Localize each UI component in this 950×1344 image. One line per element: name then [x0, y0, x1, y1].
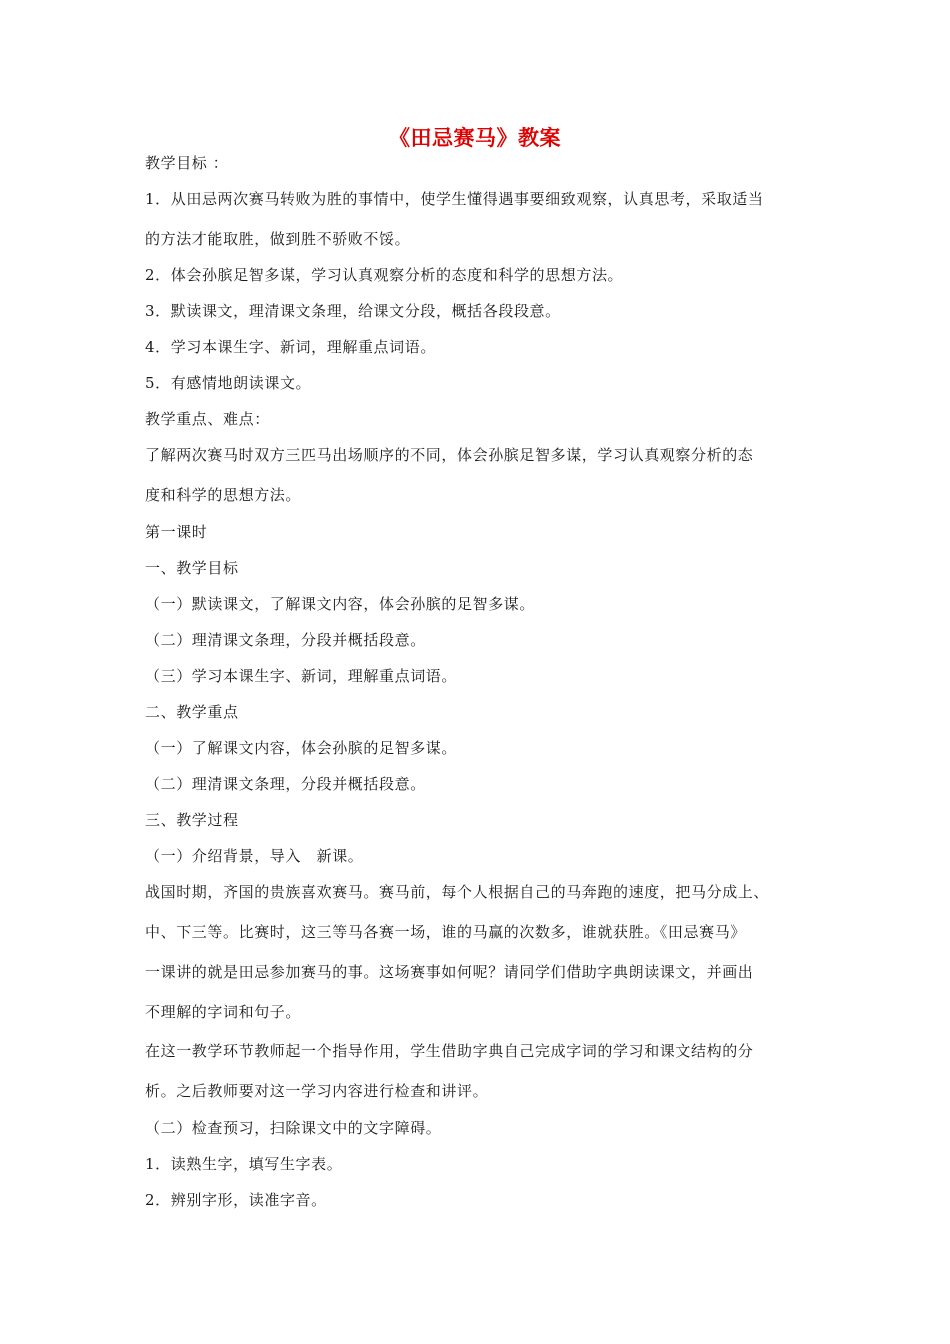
text-line: 2．体会孙膑足智多谋，学习认真观察分析的态度和科学的思想方法。 — [145, 266, 624, 284]
text-line: 一课讲的就是田忌参加赛马的事。这场赛事如何呢？请同学们借助字典朗读课文，并画出 — [145, 963, 754, 981]
text-line: 教学目标 ： — [145, 154, 229, 172]
text-line: 教学重点、难点： — [145, 410, 270, 428]
text-line: 一、教学目标 — [145, 559, 239, 577]
text-line: 在这一教学环节教师起一个指导作用，学生借助字典自己完成字词的学习和课文结构的分 — [145, 1042, 754, 1060]
text-line: 析。之后教师要对这一学习内容进行检查和讲评。 — [145, 1082, 489, 1100]
text-line: （三）学习本课生字、新词，理解重点词语。 — [145, 667, 458, 685]
text-line: 3．默读课文，理清课文条理，给课文分段，概括各段段意。 — [145, 302, 561, 320]
text-line: 度和科学的思想方法。 — [145, 486, 302, 504]
text-line: 中、下三等。比赛时，这三等马各赛一场，谁的马赢的次数多，谁就获胜。《田忌赛马》 — [145, 923, 746, 941]
text-line: 1．读熟生字，填写生字表。 — [145, 1155, 343, 1173]
text-line: （一）了解课文内容，体会孙膑的足智多谋。 — [145, 739, 458, 757]
text-line: （二）检查预习，扫除课文中的文字障碍。 — [145, 1119, 442, 1137]
text-line: （一）默读课文，了解课文内容，体会孙膑的足智多谋。 — [145, 595, 536, 613]
text-line: （二）理清课文条理，分段并概括段意。 — [145, 775, 426, 793]
text-line: 2．辨别字形，读准字音。 — [145, 1191, 327, 1209]
text-line: 战国时期，齐国的贵族喜欢赛马。赛马前，每个人根据自己的马奔跑的速度，把马分成上、 — [145, 883, 770, 901]
text-line: 1．从田忌两次赛马转败为胜的事情中，使学生懂得遇事要细致观察，认真思考，采取适当 — [145, 190, 764, 208]
text-line: （二）理清课文条理，分段并概括段意。 — [145, 631, 426, 649]
text-line: 5．有感情地朗读课文。 — [145, 374, 312, 392]
text-line: 不理解的字词和句子。 — [145, 1003, 302, 1021]
text-line: 三、教学过程 — [145, 811, 239, 829]
document-title: 《田忌赛马》教案 — [389, 126, 561, 150]
text-line: 了解两次赛马时双方三匹马出场顺序的不同，体会孙膑足智多谋，学习认真观察分析的态 — [145, 446, 754, 464]
text-line: （一）介绍背景，导入 新课。 — [145, 847, 364, 865]
text-line: 二、教学重点 — [145, 703, 239, 721]
text-line: 4．学习本课生字、新词，理解重点词语。 — [145, 338, 436, 356]
text-line: 第一课时 — [145, 523, 208, 541]
text-line: 的方法才能取胜，做到胜不骄败不馁。 — [145, 230, 411, 248]
